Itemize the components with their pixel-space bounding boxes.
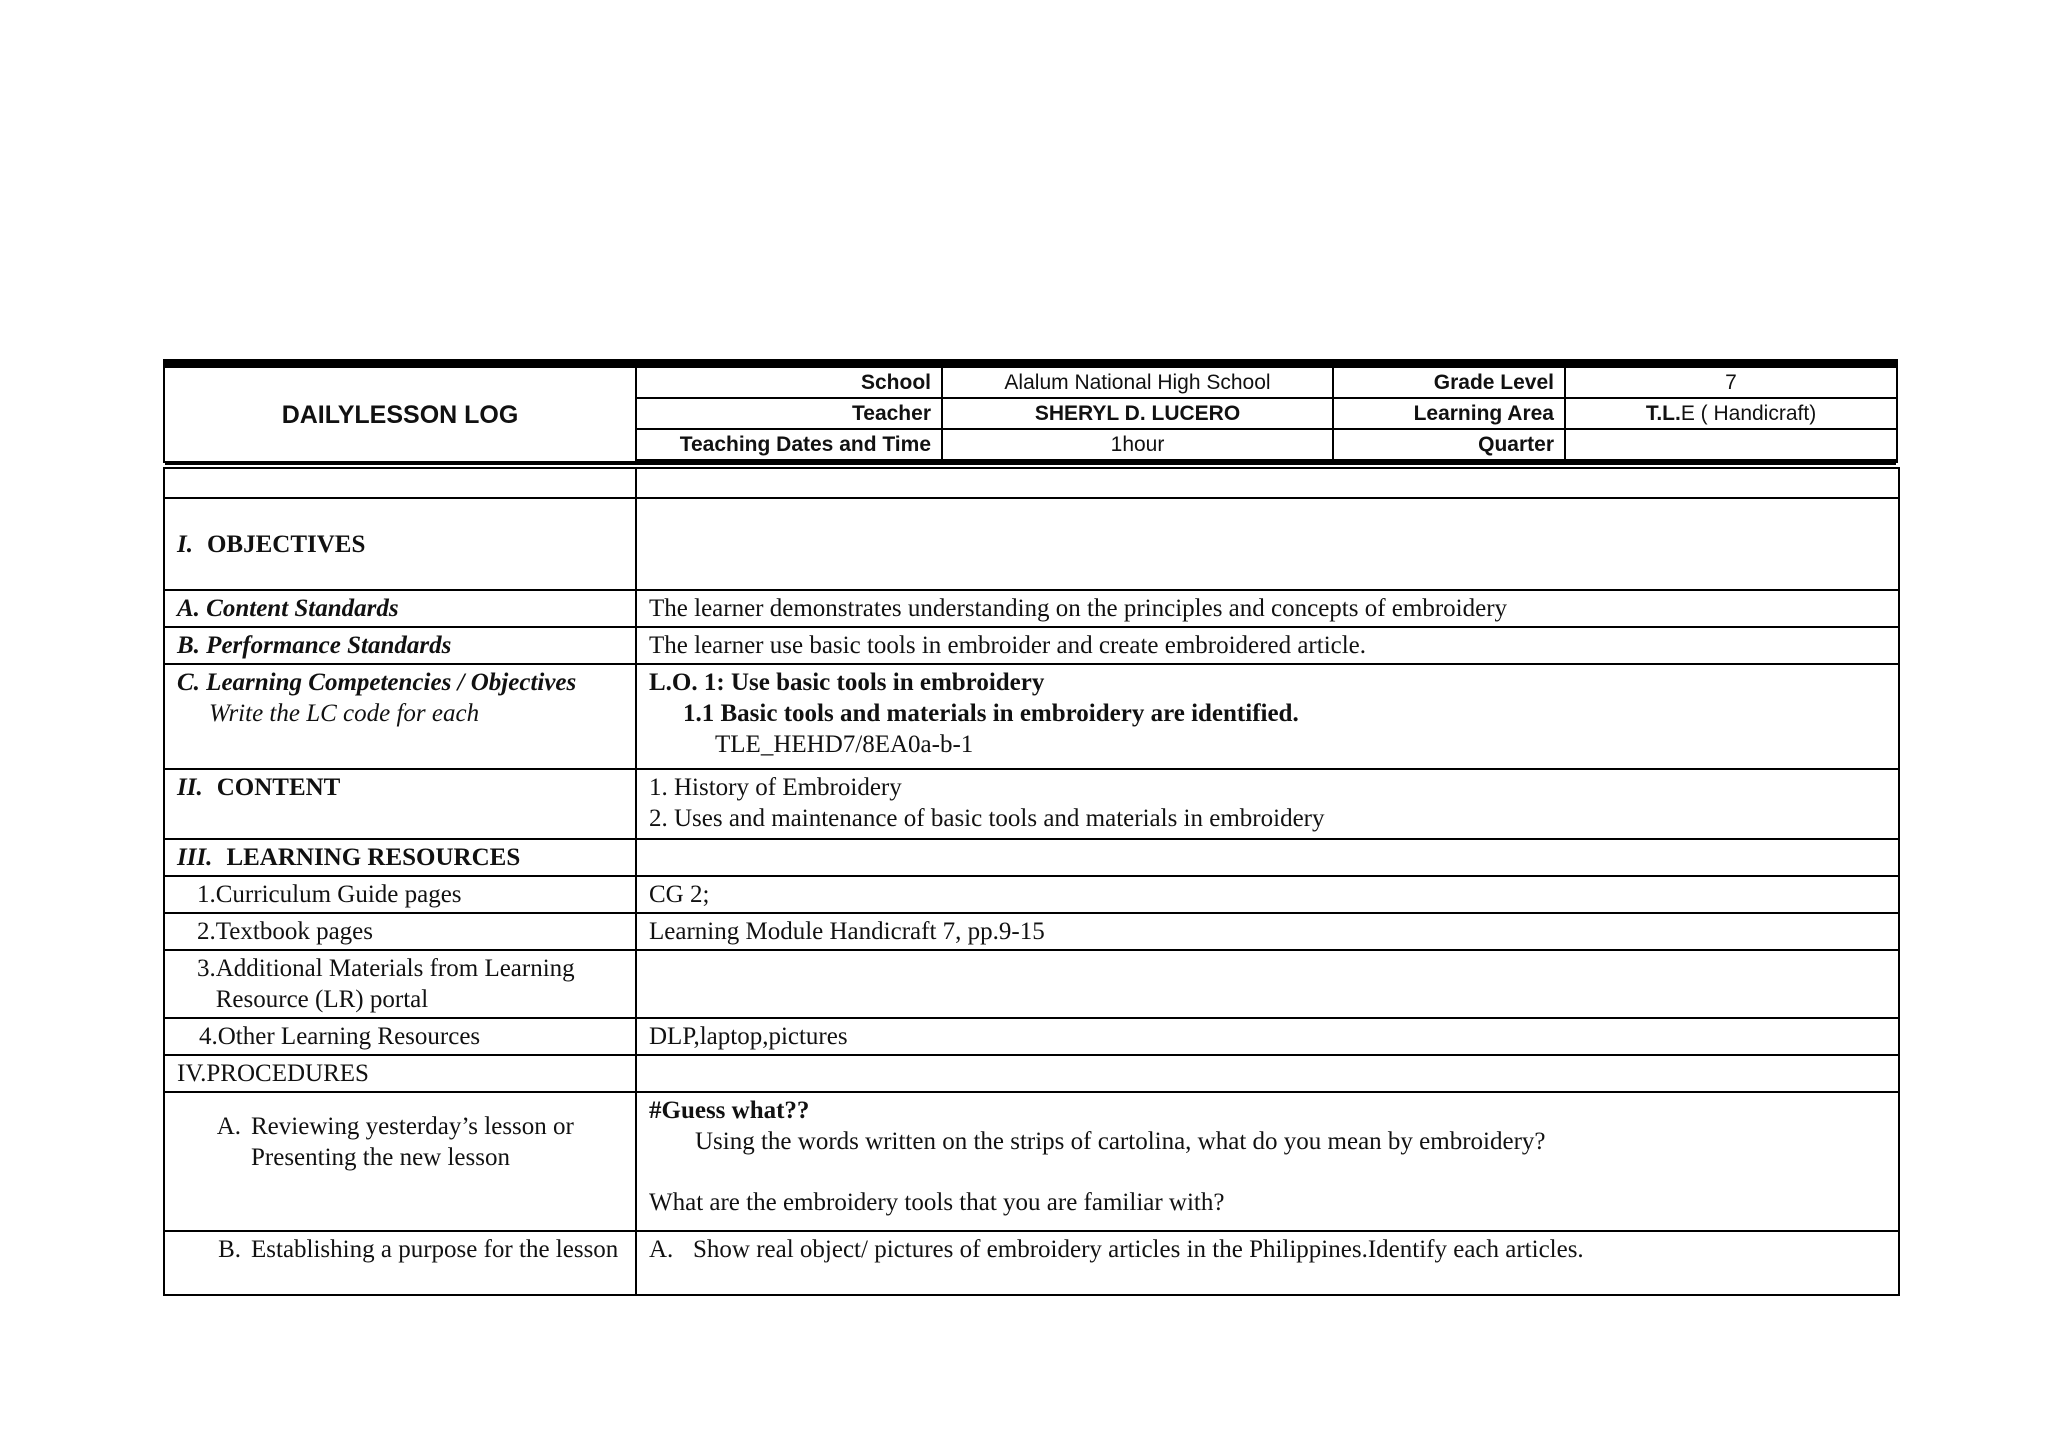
- content-standards-label: A. Content Standards: [164, 590, 636, 627]
- resource-label: Additional Materials from Learning Resource (LR) portal: [215, 955, 575, 1013]
- lo-code: TLE_HEHD7/8EA0a-b-1: [715, 731, 974, 758]
- competencies-label: C. Learning Competencies / Objectives: [177, 669, 577, 696]
- content-numeral: II.: [177, 774, 203, 801]
- procedure-a-label: Reviewing yesterday’s lesson or Presenting the new lesson: [251, 1113, 574, 1171]
- procedure-a-label-cell: [164, 1092, 636, 1231]
- grade-level-value: 7: [1725, 370, 1737, 394]
- procedure-b-item-num: A.: [649, 1236, 674, 1263]
- quarter-label: Quarter: [1334, 430, 1566, 459]
- procedure-a-line2: What are the embroidery tools that you are familiar with?: [649, 1189, 1225, 1216]
- resource-label-cell: [164, 913, 636, 950]
- resource-num: 2.: [197, 918, 216, 945]
- resource-value: CG 2;: [636, 876, 1899, 913]
- resource-row-other: [164, 1018, 1899, 1055]
- header-divider: [165, 463, 1896, 465]
- teaching-dates-value: 1hour: [943, 430, 1334, 459]
- content-standards-value: The learner demonstrates understanding on the principles and concepts of embroidery: [636, 590, 1899, 627]
- procedure-b-value-cell: [636, 1231, 1899, 1295]
- objectives-heading: [164, 498, 636, 590]
- learning-area-label: Learning Area: [1334, 399, 1566, 428]
- resource-num: 4.: [199, 1023, 218, 1050]
- procedure-b-num: B.: [218, 1236, 241, 1263]
- procedure-a-num: A.: [216, 1113, 241, 1140]
- procedures-value: [636, 1055, 1899, 1092]
- procedure-b-label-cell: [164, 1231, 636, 1295]
- procedure-a-row: [164, 1092, 1899, 1231]
- procedure-a-value-cell: [636, 1092, 1899, 1231]
- school-label: School: [637, 368, 943, 397]
- content-item-1: 1. History of Embroidery: [649, 774, 902, 801]
- resource-label-cell: [164, 1018, 636, 1055]
- content-item-2: 2. Uses and maintenance of basic tools and materials in embroidery: [649, 805, 1325, 832]
- procedure-b-row: [164, 1231, 1899, 1295]
- resource-value: DLP,laptop,pictures: [636, 1018, 1899, 1055]
- lesson-table: [163, 467, 1900, 1296]
- procedure-a-heading: #Guess what??: [649, 1097, 810, 1124]
- quarter-value: [1566, 430, 1896, 459]
- school-value: Alalum National High School: [943, 368, 1334, 397]
- content-row: [164, 769, 1899, 839]
- teaching-dates-label: Teaching Dates and Time: [637, 430, 943, 459]
- procedures-row: [164, 1055, 1899, 1092]
- learning-area-value-rest: E ( Handicraft): [1680, 401, 1817, 425]
- resource-value: [636, 950, 1899, 1018]
- resources-row: [164, 839, 1899, 876]
- learning-area-value: [1566, 399, 1896, 428]
- content-standards-row: [164, 590, 1899, 627]
- teacher-value: SHERYL D. LUCERO: [943, 399, 1334, 428]
- resource-label: Other Learning Resources: [217, 1023, 481, 1050]
- content-title: CONTENT: [216, 774, 341, 801]
- header-row-teacher: [637, 399, 1896, 430]
- procedures-heading: IV.PROCEDURES: [164, 1055, 636, 1092]
- document-title: DAILYLESSON LOG: [165, 368, 637, 463]
- resources-title: LEARNING RESOURCES: [226, 844, 521, 871]
- competencies-value-cell: [636, 664, 1899, 769]
- spacer-cell-left: [164, 468, 636, 498]
- resource-label-cell: [164, 950, 636, 1018]
- resource-num: 1.: [197, 881, 216, 908]
- spacer-cell-right: [636, 468, 1899, 498]
- resource-num: 3.: [197, 955, 216, 982]
- resource-label: Curriculum Guide pages: [215, 881, 462, 908]
- lo-item: 1.1 Basic tools and materials in embroidery are identified.: [683, 700, 1299, 727]
- objectives-numeral: I.: [177, 530, 193, 558]
- header-row-dates: [637, 430, 1896, 461]
- resources-value: [636, 839, 1899, 876]
- performance-standards-row: [164, 627, 1899, 664]
- objectives-title: OBJECTIVES: [206, 530, 366, 558]
- learning-area-value-bold: T.L.: [1645, 401, 1681, 425]
- header-block: [163, 359, 1898, 463]
- content-items-cell: [636, 769, 1899, 839]
- header-row-school: [637, 368, 1896, 399]
- spacer-row: [164, 468, 1899, 498]
- resource-label-cell: [164, 876, 636, 913]
- competencies-label-cell: [164, 664, 636, 769]
- procedure-b-label: Establishing a purpose for the lesson: [251, 1236, 619, 1263]
- resources-heading: [164, 839, 636, 876]
- performance-standards-label: B. Performance Standards: [164, 627, 636, 664]
- resource-row-additional: [164, 950, 1899, 1018]
- objectives-value: [636, 498, 1899, 590]
- competencies-row: [164, 664, 1899, 769]
- resource-label: Textbook pages: [215, 918, 373, 945]
- resource-row-textbook: [164, 913, 1899, 950]
- procedure-b-item: Show real object/ pictures of embroidery articles in the Philippines.Identify each articles.: [693, 1236, 1584, 1263]
- resource-row-curriculum: [164, 876, 1899, 913]
- header-info-grid: [637, 368, 1896, 461]
- performance-standards-value: The learner use basic tools in embroider and create embroidered article.: [636, 627, 1899, 664]
- competencies-note: Write the LC code for each: [209, 700, 480, 727]
- resource-value: Learning Module Handicraft 7, pp.9-15: [636, 913, 1899, 950]
- grade-level-label: Grade Level: [1334, 368, 1566, 397]
- procedure-a-line1: Using the words written on the strips of cartolina, what do you mean by embroidery?: [695, 1128, 1546, 1155]
- objectives-row: [164, 498, 1899, 590]
- resources-numeral: III.: [177, 844, 213, 871]
- lo-title: L.O. 1: Use basic tools in embroidery: [649, 669, 1045, 696]
- teacher-label: Teacher: [637, 399, 943, 428]
- content-heading: [164, 769, 636, 839]
